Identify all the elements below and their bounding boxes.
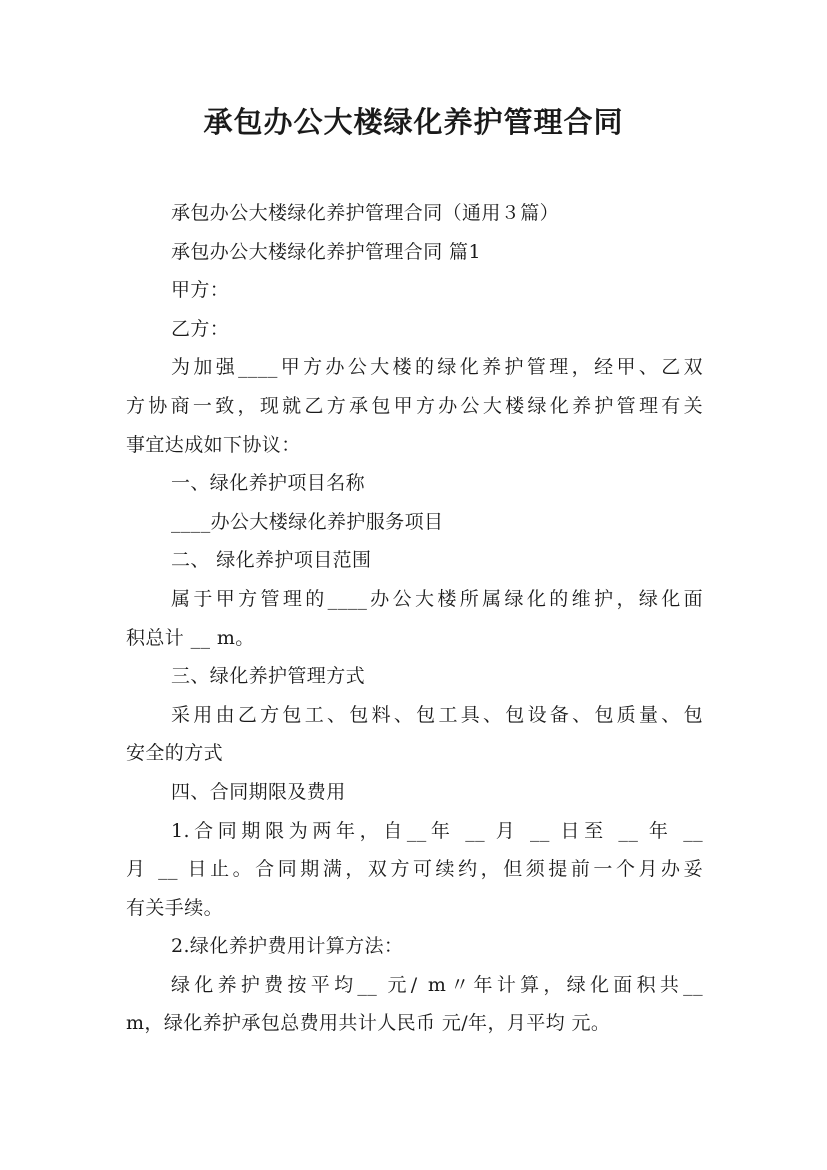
- document-line: 四、合同期限及费用: [171, 780, 346, 803]
- document-line: 甲方：: [171, 279, 230, 302]
- document-line: 承包办公大楼绿化养护管理合同 篇1: [171, 240, 481, 263]
- document-line: 乙方：: [171, 317, 230, 340]
- document-line: 2.绿化养护费用计算方法：: [171, 935, 404, 958]
- document-line: m，绿化养护承包总费用共计人民币 元/年，月平均 元。: [126, 1012, 611, 1035]
- document-line: 绿化养护费按平均__ 元/ m〃年计算，绿化面积共__: [171, 973, 703, 996]
- document-line: 积总计 __ m。: [126, 626, 255, 649]
- document-line: 二、 绿化养护项目范围: [171, 549, 372, 572]
- document-title: 承包办公大楼绿化养护管理合同: [203, 105, 624, 139]
- document-line: 采用由乙方包工、包料、包工具、包设备、包质量、包: [171, 703, 703, 726]
- document-line: 为加强____甲方办公大楼的绿化养护管理，经甲、乙双: [171, 356, 703, 379]
- document-body: [126, 194, 703, 1043]
- document-line: 属于甲方管理的____办公大楼所属绿化的维护，绿化面: [171, 587, 703, 610]
- document-line: 事宜达成如下协议：: [126, 433, 301, 456]
- document-line: 安全的方式: [126, 742, 224, 765]
- document-line: 承包办公大楼绿化养护管理合同（通用３篇）: [171, 202, 560, 224]
- document-line: 三、绿化养护管理方式: [171, 665, 366, 688]
- document-line: ____办公大楼绿化养护服务项目: [171, 510, 444, 533]
- document-line: 方协商一致，现就乙方承包甲方办公大楼绿化养护管理有关: [126, 394, 703, 417]
- document-line: 月 __ 日止。合同期满，双方可续约，但须提前一个月办妥: [126, 858, 703, 881]
- document-line: 有关手续。: [126, 896, 224, 919]
- document-line: 一、绿化养护项目名称: [171, 472, 366, 495]
- document-line: 1.合同期限为两年，自__年 __ 月 __ 日至 __ 年 __: [171, 819, 703, 842]
